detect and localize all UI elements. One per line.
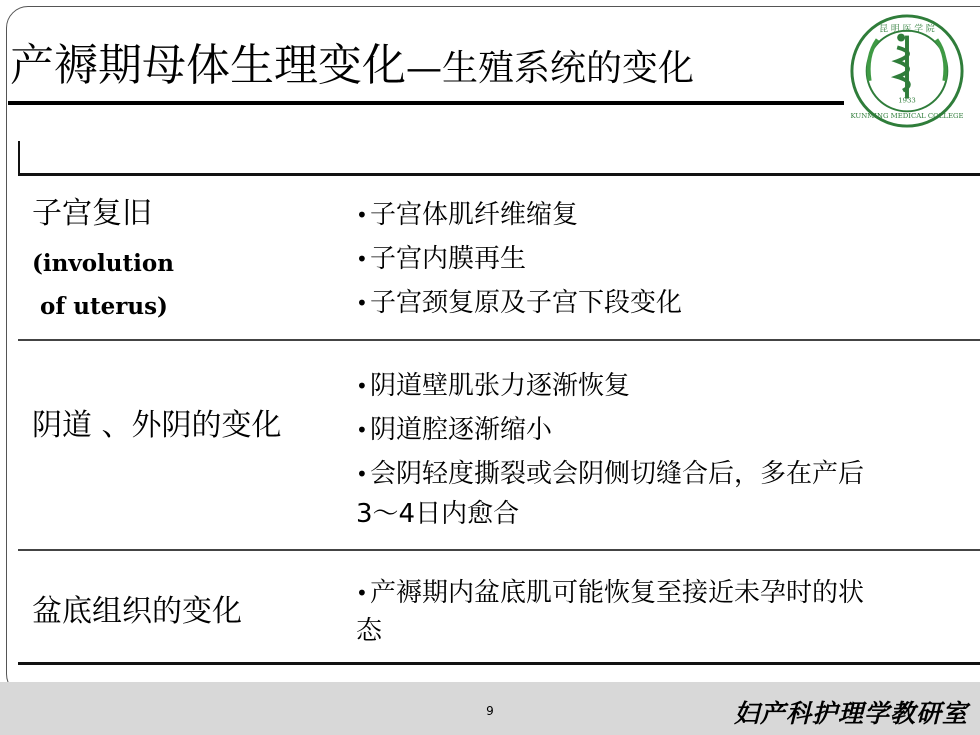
slide-footer <box>0 682 980 735</box>
list-item: • 子宫体肌纤维缩复 <box>356 193 956 237</box>
page-number: 9 <box>486 704 494 718</box>
table-bottom-rule <box>18 662 980 665</box>
department-name: 妇产科护理学教研室 <box>733 699 968 728</box>
row-divider-1 <box>18 339 980 341</box>
list-item: • 阴道腔逐渐缩小 <box>356 408 956 452</box>
row-divider-2 <box>18 549 980 551</box>
list-item-continuation: 态 <box>356 616 383 646</box>
title-main: 产褥期母体生理变化 <box>10 40 406 91</box>
list-item: • 阴道壁肌张力逐渐恢复 <box>356 364 956 408</box>
list-item-continuation: 3～4日内愈合 <box>356 499 520 529</box>
list-item: • 产褥期内盆底肌可能恢复至接近未孕时的状 <box>356 574 956 612</box>
logo-bottom-text: KUNMING MEDICAL COLLEGE <box>850 112 964 121</box>
row-1-heading: 子宫复旧 <box>32 196 152 231</box>
logo-year: 1933 <box>898 96 916 105</box>
list-item: • 子宫颈复原及子宫下段变化 <box>356 281 956 325</box>
row-1-heading-en-2: of uterus) <box>32 293 168 320</box>
row-1-bullets <box>356 193 956 325</box>
list-item: • 会阴轻度撕裂或会阴侧切缝合后，多在产后 <box>356 452 956 496</box>
title-sub: —生殖系统的变化 <box>406 48 695 89</box>
list-item: • 子宫内膜再生 <box>356 237 956 281</box>
row-2-heading: 阴道 、外阴的变化 <box>32 408 282 443</box>
row-1-heading-en-1: (involution <box>32 250 174 277</box>
table-left-edge <box>18 141 20 173</box>
table-top-rule <box>18 173 980 176</box>
row-2-bullets <box>356 364 956 532</box>
row-3-bullets <box>356 574 956 650</box>
slide-title <box>10 40 695 91</box>
logo-top-text: 昆 明 医 学 院 <box>879 24 935 35</box>
title-underline <box>8 101 844 105</box>
row-3-heading: 盆底组织的变化 <box>32 594 242 629</box>
school-emblem-logo <box>848 12 966 130</box>
